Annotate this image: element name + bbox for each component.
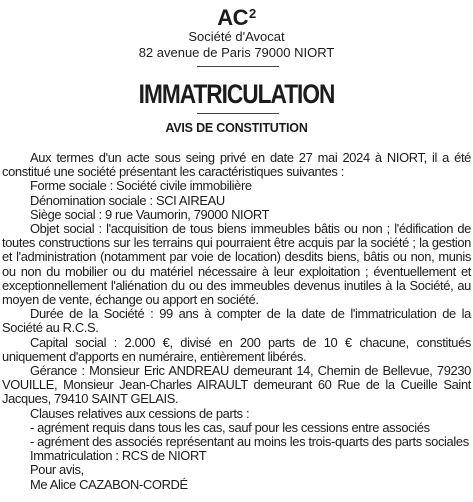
paragraph-forme: Forme sociale : Société civile immobilière bbox=[30, 178, 252, 194]
paragraph-denomination: Dénomination sociale : SCI AIREAU bbox=[30, 192, 225, 208]
paragraph-intro: Aux termes d'un acte sous seing privé en date 27 mai 2024 à NIORT, il a été constitué une société présentant les caractéristiques suivantes : bbox=[2, 150, 471, 180]
paragraph-objet: Objet social : l'acquisition de tous biens immeubles bâtis ou non ; l'édification de toutes constructions sur les terrains qui pourraient être acquis par la société ; la gestion et l'administration (notamment par voie de location) desdits biens, bâtis ou non, munis ou non du mobilier ou du matériel nécessaire à leur exploitation ; éventuellement et exceptionnellement l'aliénation du ou des immeubles devenus inutiles à la Société, au moyen de vente, échange ou apport en société. bbox=[2, 221, 471, 308]
divider-top bbox=[197, 66, 279, 67]
firm-name: Société d'Avocat bbox=[188, 29, 285, 44]
clause-item: - agrément des associés représentant au moins les trois-quarts des parts sociales bbox=[30, 434, 469, 450]
clause-item: - agrément requis dans tous les cas, sauf pour les cessions entre associés bbox=[30, 419, 430, 435]
paragraph-gerance: Gérance : Monsieur Eric ANDREAU demeurant 14, Chemin de Bellevue, 79230 VOUILLE, Monsieur Jean-Charles AIRAULT demeurant 60 Rue de la Cueille Saint Jacques, 79410 SAINT GELAIS. bbox=[2, 363, 471, 407]
logo-superscript: 2 bbox=[249, 6, 256, 21]
paragraph-immatriculation: Immatriculation : RCS de NIORT bbox=[30, 448, 207, 464]
notice-title: IMMATRICULATION bbox=[138, 79, 335, 109]
logo-text: AC bbox=[217, 5, 249, 30]
firm-logo bbox=[0, 2, 473, 30]
notice-subtitle: AVIS DE CONSTITUTION bbox=[165, 121, 308, 135]
signature: Me Alice CAZABON-CORDÉ bbox=[30, 476, 188, 492]
paragraph-duree: Durée de la Société : 99 ans à compter de la date de l'immatriculation de la Société au R.C.S. bbox=[2, 306, 471, 336]
paragraph-pour-avis: Pour avis, bbox=[30, 462, 84, 478]
paragraph-siege: Siège social : 9 rue Vaumorin, 79000 NIORT bbox=[30, 206, 270, 222]
firm-address: 82 avenue de Paris 79000 NIORT bbox=[138, 45, 335, 60]
notice-body bbox=[2, 151, 471, 492]
divider-bottom bbox=[197, 113, 279, 114]
paragraph-capital: Capital social : 2.000 €, divisé en 200 parts de 10 € chacune, constitués uniquement d'apports en numéraire, entièrement libérés. bbox=[2, 334, 471, 364]
paragraph-clauses: Clauses relatives aux cessions de parts : bbox=[30, 405, 250, 421]
